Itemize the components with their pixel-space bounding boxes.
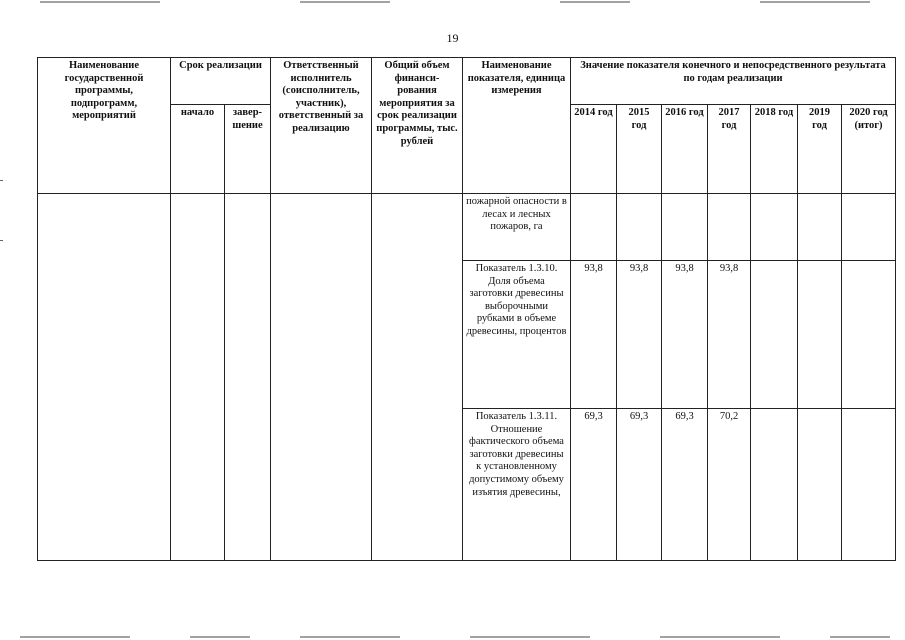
funding-volume-cell	[372, 194, 463, 561]
value-cell: 93,8	[571, 261, 617, 409]
program-name-header: Наименование государственной программы, подпрограмм, мероприятий	[38, 58, 171, 194]
program-name-cell	[38, 194, 171, 561]
value-cell	[751, 194, 798, 261]
indicator-header: Наименование показателя, единица измерения	[463, 58, 571, 194]
value-cell	[751, 261, 798, 409]
year-header: 2016 год	[662, 105, 708, 194]
executor-header: Ответственный исполнитель (соисполнитель, участник), ответственный за реализацию	[271, 58, 372, 194]
end-cell	[225, 194, 271, 561]
indicator-cell: Показатель 1.3.11. Отношение фактического объема заготовки древесины к установленному допустимому объему изъятия древесины,	[463, 409, 571, 561]
header-row	[38, 58, 896, 105]
year-header: 2017 год	[708, 105, 751, 194]
value-cell	[662, 194, 708, 261]
value-cell	[708, 194, 751, 261]
scan-artifact	[300, 1, 390, 3]
scan-artifact	[660, 636, 780, 638]
value-cell: 69,3	[571, 409, 617, 561]
value-cell	[842, 194, 896, 261]
term-header: Срок реализации	[171, 58, 271, 105]
value-cell	[798, 261, 842, 409]
scan-artifact	[190, 636, 250, 638]
year-header: 2015 год	[617, 105, 662, 194]
page-number: 19	[446, 31, 459, 45]
year-header: 2019 год	[798, 105, 842, 194]
value-cell: 70,2	[708, 409, 751, 561]
scan-artifact	[0, 240, 3, 241]
value-cell	[571, 194, 617, 261]
indicator-cell: Показатель 1.3.10. Доля объема заготовки древесины выборочными рубками в объеме древесины, процентов	[463, 261, 571, 409]
scan-artifact	[0, 180, 3, 181]
value-cell	[617, 194, 662, 261]
value-cell	[842, 261, 896, 409]
funding-volume-header: Общий объем финанси-рования мероприятия за срок реализации программы, тыс. рублей	[372, 58, 463, 194]
start-cell	[171, 194, 225, 561]
year-header: 2020 год (итог)	[842, 105, 896, 194]
year-header: 2014 год	[571, 105, 617, 194]
program-indicators-table	[37, 57, 896, 561]
scan-artifact	[830, 636, 890, 638]
value-cell: 93,8	[662, 261, 708, 409]
year-header: 2018 год	[751, 105, 798, 194]
scan-artifact	[560, 1, 630, 3]
table-row	[38, 194, 896, 261]
value-cell: 93,8	[617, 261, 662, 409]
values-title-header: Значение показателя конечного и непосредственного результата по годам реализации	[571, 58, 896, 105]
scan-artifact	[300, 636, 400, 638]
executor-cell	[271, 194, 372, 561]
indicator-cell: пожарной опасности в лесах и лесных пожаров, га	[463, 194, 571, 261]
value-cell	[798, 409, 842, 561]
value-cell	[842, 409, 896, 561]
scan-artifact	[470, 636, 590, 638]
value-cell: 93,8	[708, 261, 751, 409]
value-cell	[751, 409, 798, 561]
value-cell: 69,3	[662, 409, 708, 561]
scan-artifact	[20, 636, 130, 638]
start-header: начало	[171, 105, 225, 194]
value-cell	[798, 194, 842, 261]
scan-artifact	[40, 1, 160, 3]
value-cell: 69,3	[617, 409, 662, 561]
scan-artifact	[760, 1, 870, 3]
end-header: завер-шение	[225, 105, 271, 194]
